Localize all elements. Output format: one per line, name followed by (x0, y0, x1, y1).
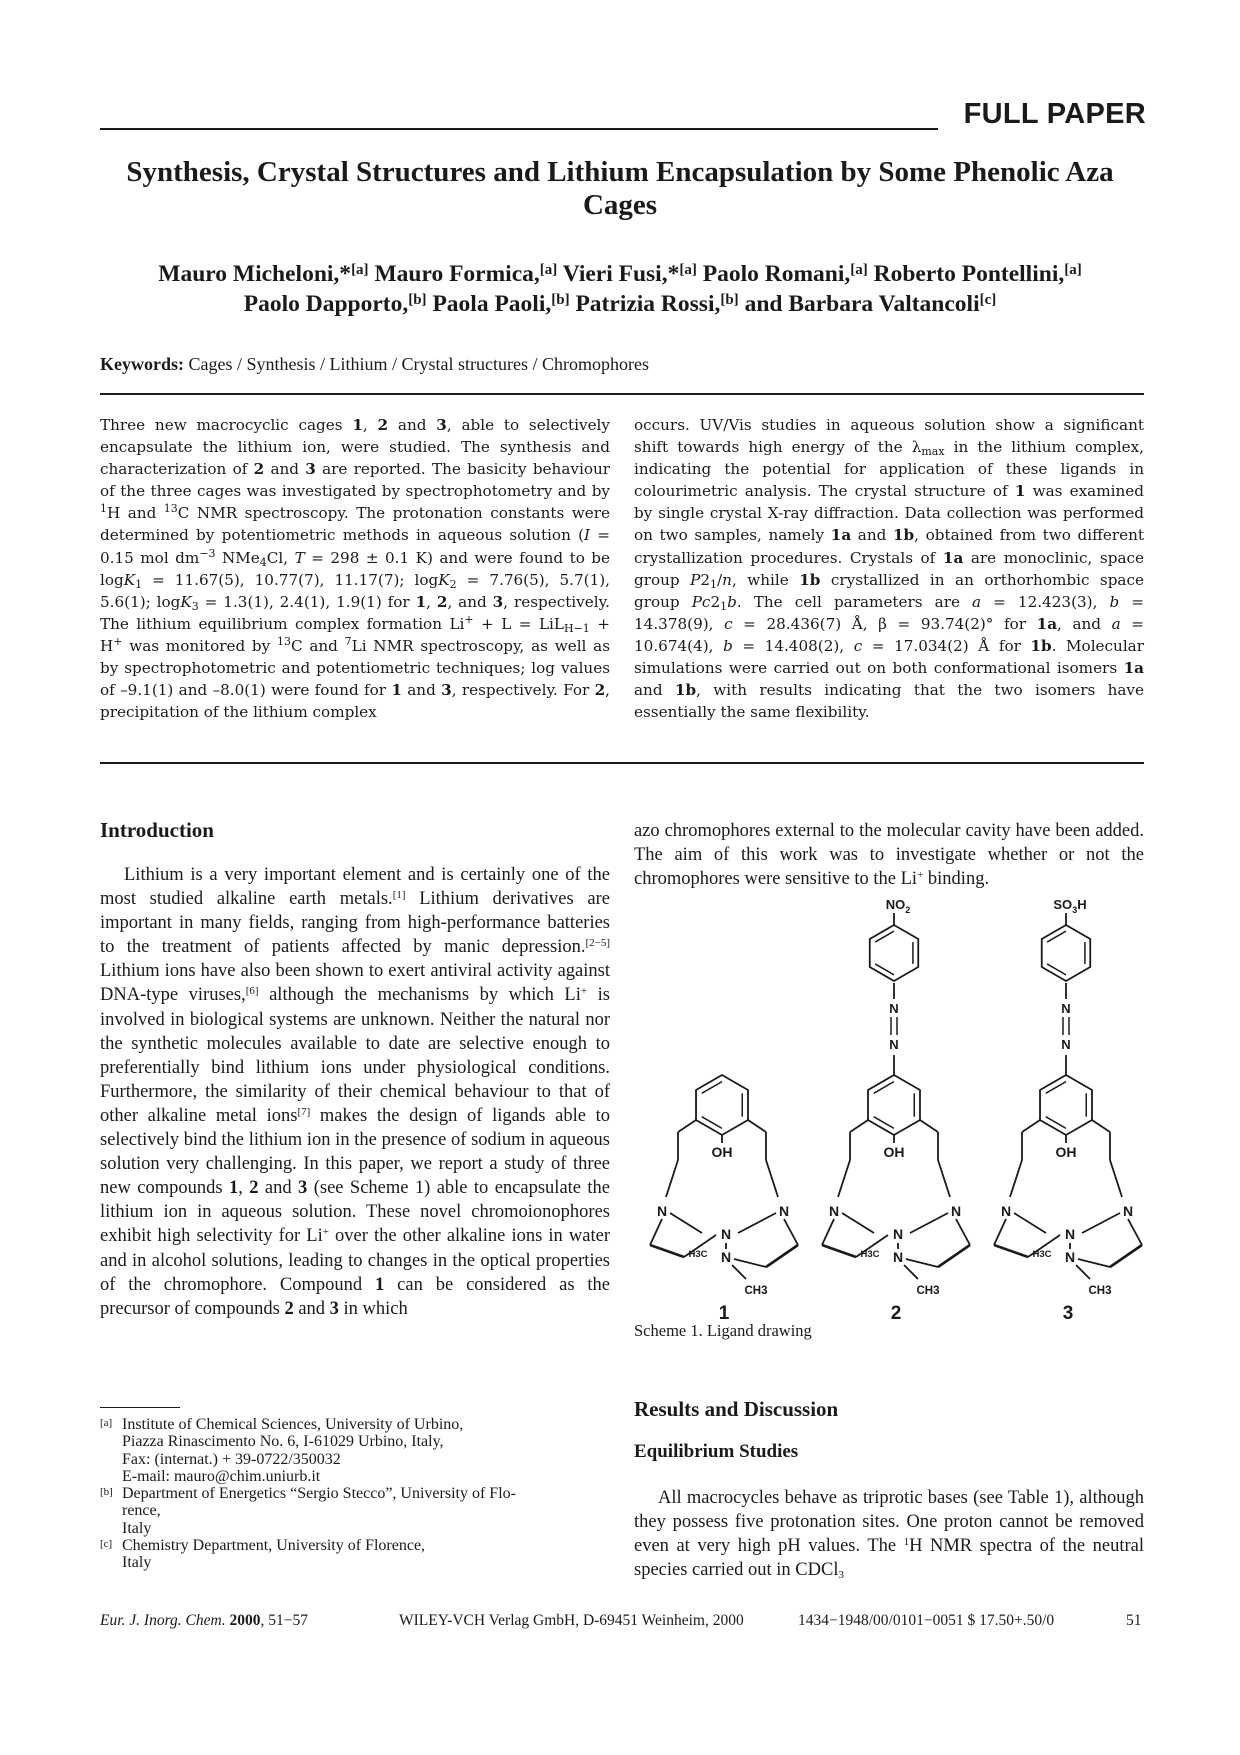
bond (956, 1219, 970, 1245)
journal-name: Eur. J. Inorg. Chem. (100, 1612, 226, 1629)
affiliation-line: E-mail: mauro@chim.uniurb.it (122, 1467, 321, 1485)
n-label: N (1122, 1203, 1134, 1219)
bond (1046, 1117, 1066, 1129)
bond (822, 1245, 856, 1257)
bond (1047, 964, 1066, 975)
author: Patrizia Rossi,[b] (575, 291, 739, 317)
bond (875, 964, 894, 975)
keywords-label: Keywords: (100, 354, 184, 374)
n-label: N (1061, 1037, 1071, 1052)
introduction-heading: Introduction (100, 818, 214, 842)
h3c-label: H3C (860, 1249, 880, 1260)
bond (938, 1245, 970, 1267)
bond (702, 1082, 722, 1094)
bond (838, 1160, 850, 1197)
bond (906, 1259, 938, 1267)
scheme-caption: Scheme 1. Ligand drawing (634, 1321, 812, 1340)
bond (874, 1117, 894, 1129)
bond (1046, 1082, 1066, 1094)
footer-issn: 1434−1948/00/0101−0051 $ 17.50+.50/0 (798, 1612, 1055, 1629)
aryl-ring (870, 925, 918, 981)
bond (1047, 931, 1066, 942)
compound-number: 3 (1062, 1303, 1074, 1324)
journal-pages: , 51−57 (260, 1612, 308, 1629)
n-label: N (656, 1203, 668, 1219)
equilibrium-subheading: Equilibrium Studies (634, 1441, 799, 1462)
n-label: N (778, 1203, 790, 1219)
bond (734, 1259, 766, 1267)
n-label: N (889, 1037, 899, 1052)
bond (994, 1219, 1006, 1245)
keywords (100, 354, 649, 375)
bond (910, 1213, 948, 1233)
bond (1010, 1160, 1022, 1197)
bond (766, 1245, 798, 1267)
n-label: N (892, 1226, 904, 1242)
affiliation-line: Chemistry Department, University of Florence, (122, 1537, 426, 1555)
n-label: N (720, 1226, 732, 1242)
bond (850, 1120, 868, 1132)
bond (766, 1160, 778, 1197)
author: Paola Paoli,[b] (432, 291, 570, 317)
n-label: N (1000, 1203, 1012, 1219)
bond (1014, 1213, 1046, 1233)
oh-label: OH (711, 1144, 733, 1160)
phenol-ring (868, 1075, 920, 1135)
header-rule (100, 128, 938, 130)
bond (994, 1245, 1028, 1257)
bond (732, 1265, 746, 1279)
ch3-label: CH3 (744, 1285, 768, 1297)
author: Paolo Romani,[a] (702, 261, 868, 287)
affiliation-line: rence, (122, 1502, 161, 1520)
affiliation-line: Piazza Rinascimento No. 6, I-61029 Urbino, Italy, (122, 1433, 444, 1451)
ch3-label: CH3 (916, 1285, 940, 1297)
keywords-text: Cages / Synthesis / Lithium / Crystal structures / Chromophores (188, 354, 649, 374)
bond (1110, 1245, 1142, 1267)
h3c-label: H3C (688, 1249, 708, 1260)
affiliation (100, 1485, 600, 1537)
author: Paolo Dapporto,[b] (243, 291, 427, 317)
author-list (96, 259, 1144, 319)
bond (738, 1213, 776, 1233)
bond (904, 1265, 918, 1279)
bond (1128, 1219, 1142, 1245)
affiliation-mark: [a] (100, 1417, 113, 1429)
aryl-ring (1042, 925, 1090, 981)
oh-label: OH (883, 1144, 905, 1160)
affiliations (100, 1416, 600, 1572)
introduction-text-right: azo chromophores external to the molecular cavity have been added. The aim of this work was to investigate whether or not the chromophores were sensitive to the Li+ binding. (634, 821, 1144, 890)
substituent-label: $SO_3H$ (1053, 897, 1087, 915)
bond (650, 1219, 662, 1245)
bond (678, 1120, 696, 1132)
footer-publisher: WILEY-VCH Verlag GmbH, D-69451 Weinheim, 2000 (399, 1612, 744, 1629)
bond (842, 1213, 874, 1233)
bond (920, 1120, 938, 1132)
author: Mauro Formica,[a] (374, 261, 558, 287)
abstract-bottom-rule (100, 762, 1144, 764)
n-label: N (1061, 1001, 1071, 1016)
phenol-ring (696, 1075, 748, 1135)
bond (1082, 1213, 1120, 1233)
bond (1092, 1120, 1110, 1132)
substituent-label: $NO_2$ (885, 897, 911, 915)
footer-citation (100, 1612, 308, 1630)
abstract-left: Three new macrocyclic cages 1, 2 and 3, able to selectively encapsulate the lithium ion, were studied. The synthesis and characterization of 2 and 3 are reported. The basicity behaviour of the three cages was investigated by spectrophotometry and by $^1$H and $^{13}$C NMR spectroscopy. The protonation constants were determined by potentiometric methods in aqueous solution (I = 0.15 mol $dm^{-3}$ NMe$_4$Cl, T = 298 ± 0.1 K) and were found to be logK$_1$ = 11.67(5), 10.77(7), 11.17(7); logK$_2$ = 7.76(5), 5.7(1), 5.6(1); logK$_3$ = 1.3(1), 2.4(1), 1.9(1) for 1, 2, and 3, respectively. The lithium equilibrium complex formation Li+ + L = LiL$_{H-1}$ + H+ was monitored by $^{13}$C and $^7$Li NMR spectroscopy, as well as by spectrophotometric and potentiometric techniques; log values of –9.1(1) and –8.0(1) were found for 1 and 3, respectively. For 2, precipitation of the lithium complex (100, 416, 611, 722)
n-label: N (720, 1249, 732, 1265)
affiliation-mark: [b] (100, 1486, 113, 1499)
bond (938, 1160, 950, 1197)
phenol-ring (1040, 1075, 1092, 1135)
n-label: N (828, 1203, 840, 1219)
results-text: All macrocycles behave as triprotic bases (see Table 1), although they possess five protonation sites. One proton cannot be removed even at very high pH values. The $^1$H NMR spectra of the neutral species carried out in CDCl$_3$ (634, 1488, 1144, 1582)
section-tag: FULL PAPER (963, 98, 1146, 130)
abstract-right: occurs. UV/Vis studies in aqueous solution show a significant shift towards high energy of the $\lambda_{max}$ in the lithium complex, indicating the potential for application of these ligands in colourimetric analysis. The crystal structure of 1 was examined by single crystal X-ray diffraction. Data collection was performed on two samples, namely 1a and 1b, obtained from two different crystallization procedures. Crystals of 1a are monoclinic, space group $P2_1/n$, while 1b crystallized in an orthorhombic space group $Pc2_1b$. The cell parameters are a = 12.423(3), b = 14.378(9), c = 28.436(7) Å, β = 93.74(2)° for 1a, and a = 10.674(4), b = 14.408(2), c = 17.034(2) Å for 1b. Molecular simulations were carried out on both conformational isomers 1a and 1b, with results indicating that the two isomers have essentially the same flexibility. (634, 416, 1145, 722)
oh-label: OH (1055, 1144, 1077, 1160)
affiliation-line: Department of Energetics “Sergio Stecco”, University of Flo- (122, 1485, 516, 1503)
compound-number: 2 (890, 1303, 902, 1324)
bond (1076, 1265, 1090, 1279)
introduction-text-left: Lithium is a very important element and is certainly one of the most studied alkaline earth metals.[1] Lithium derivatives are important in many fields, ranging from high-performance batteries to the treatment of patients affected by manic depression.[2−5] Lithium ions have also been shown to exert antiviral activity against DNA-type viruses,[6] although the mechanisms by which Li+ is involved in biological systems are unknown. Neither the natural nor the synthetic molecules available to date are selective enough to preferentially bind lithium ions under physiological conditions. Furthermore, the similarity of their chemical behaviour to that of other alkaline metal ions[7] makes the design of ligands able to selectively bind the lithium ion in the presence of sodium in aqueous solution very challenging. In this paper, we report a study of three new compounds 1, 2 and 3 (see Scheme 1) able to encapsulate the lithium ion in aqueous solution. These novel chromoionophores exhibit high selectivity for Li+ over the other alkaline ions in water and in alcohol solutions, leading to changes in the optical properties of the chromophore. Compound 1 can be considered as the precursor of compounds 2 and 3 in which (100, 865, 611, 1319)
bond (666, 1160, 678, 1197)
affiliation-line: Institute of Chemical Sciences, University of Urbino, (122, 1416, 464, 1433)
affiliation-line: Italy (122, 1519, 152, 1537)
bond (670, 1213, 702, 1233)
bond (702, 1117, 722, 1129)
paper-title: Synthesis, Crystal Structures and Lithium Encapsulation by Some Phenolic Aza Cages (126, 156, 1114, 221)
n-label: N (1064, 1226, 1076, 1242)
author: Mauro Micheloni,*[a] (158, 261, 369, 287)
affiliation-line: Fax: (internat.) + 39-0722/350032 (122, 1450, 341, 1468)
n-label: N (889, 1001, 899, 1016)
bond (1110, 1160, 1122, 1197)
scheme-1-ligand-drawing (634, 897, 1154, 1324)
n-label: N (1064, 1249, 1076, 1265)
h3c-label: H3C (1032, 1249, 1052, 1260)
bond (748, 1120, 766, 1132)
bond (822, 1219, 834, 1245)
affiliation (100, 1537, 600, 1572)
bond (1078, 1259, 1110, 1267)
affiliation-mark: [c] (100, 1538, 113, 1551)
affiliation (100, 1416, 600, 1485)
journal-year: 2000 (229, 1612, 261, 1629)
abstract-top-rule (100, 393, 1144, 395)
n-label: N (950, 1203, 962, 1219)
footnote-rule (100, 1407, 180, 1408)
bond (650, 1245, 684, 1257)
bond (784, 1219, 798, 1245)
author: and Barbara Valtancoli[c] (744, 291, 997, 317)
author: Vieri Fusi,*[a] (562, 261, 697, 287)
author: Roberto Pontellini,[a] (873, 261, 1082, 287)
bond (875, 931, 894, 942)
bond (1022, 1120, 1040, 1132)
affiliation-line: Italy (122, 1554, 152, 1572)
bond (874, 1082, 894, 1094)
ch3-label: CH3 (1088, 1285, 1112, 1297)
page-number: 51 (1126, 1612, 1142, 1629)
compound-number: 1 (718, 1303, 730, 1324)
results-heading: Results and Discussion (634, 1397, 839, 1421)
n-label: N (892, 1249, 904, 1265)
